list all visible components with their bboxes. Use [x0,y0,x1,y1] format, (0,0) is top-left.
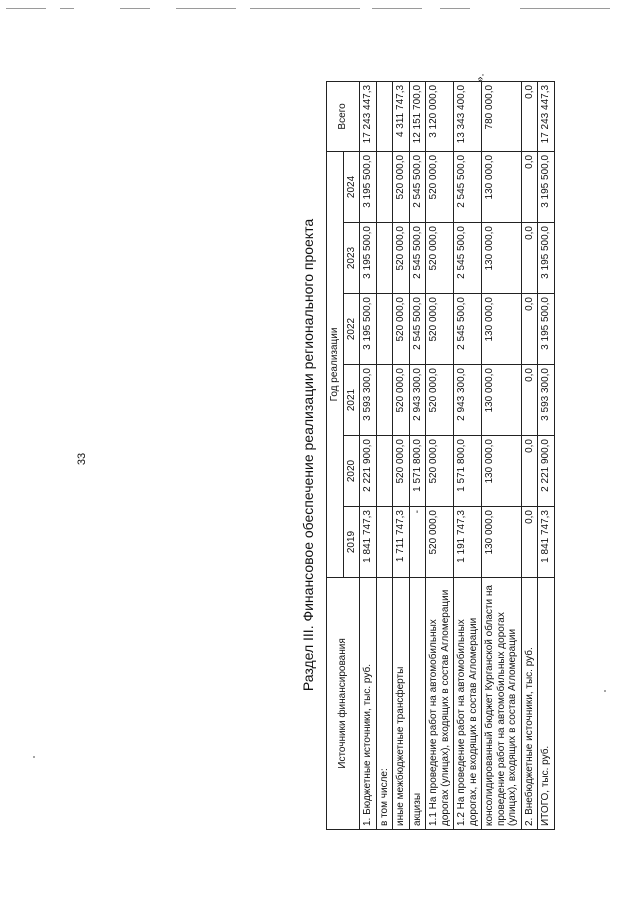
cell-total [376,81,393,151]
row-label: 2. Внебюджетные источники, тыс. руб. [521,578,538,830]
cell-value: 2 545 500,0 [409,151,426,222]
page-number: 33 [76,452,88,466]
financing-table [326,81,555,830]
cell-value: 2 545 500,0 [409,294,426,365]
cell-value [376,507,393,578]
header-year: 2020 [343,436,360,507]
cell-value: 3 195 500,0 [360,223,377,294]
cell-value: 130 000,0 [482,507,522,578]
rotated-content [300,80,630,830]
cell-value: 520 000,0 [393,294,410,365]
cell-value [376,151,393,222]
header-row [327,81,344,829]
cell-value: 3 195 500,0 [360,151,377,222]
cell-value: 130 000,0 [482,436,522,507]
table-row [376,81,393,829]
cell-value: 3 195 500,0 [538,223,555,294]
cell-value: 0,0 [521,507,538,578]
cell-value: 0,0 [521,294,538,365]
cell-value: 1 191 747,3 [454,507,482,578]
cell-value: 2 545 500,0 [454,294,482,365]
cell-value: 0,0 [521,223,538,294]
cell-value: 130 000,0 [482,294,522,365]
header-year: 2021 [343,365,360,436]
cell-value: 2 545 500,0 [454,223,482,294]
cell-total: 780 000,0 [482,81,522,151]
cell-total: 3 120 000,0 [426,81,454,151]
header-year: 2019 [343,507,360,578]
cell-total: 13 343 400,0 [454,81,482,151]
table-row [521,81,538,829]
scan-edge-artifacts [0,0,640,14]
row-label: 1. Бюджетные источники, тыс. руб. [360,578,377,830]
cell-value: 520 000,0 [426,151,454,222]
cell-value [376,436,393,507]
cell-value: 130 000,0 [482,365,522,436]
cell-value: 2 545 500,0 [454,151,482,222]
cell-value [376,223,393,294]
section-title: Раздел III. Финансовое обеспечение реализации регионального проекта [300,218,316,692]
cell-value: 2 943 300,0 [409,365,426,436]
row-label: 1.2 На проведение работ на автомобильных дорогах, не входящих в состав Агломерации [454,578,482,830]
cell-value: 520 000,0 [426,436,454,507]
cell-value: 520 000,0 [426,223,454,294]
cell-value: 520 000,0 [393,223,410,294]
cell-value: 0,0 [521,365,538,436]
header-period: Год реализации [327,151,344,577]
cell-value: 2 221 900,0 [538,436,555,507]
cell-value: 2 943 300,0 [454,365,482,436]
header-year: 2024 [343,151,360,222]
table-row [482,81,522,829]
cell-value: 3 593 300,0 [360,365,377,436]
cell-value: 520 000,0 [393,436,410,507]
header-source: Источники финансирования [327,578,360,830]
table-row [538,81,555,829]
cell-value: 3 195 500,0 [538,294,555,365]
table-row [393,81,410,829]
row-label: 1.1 На проведение работ на автомобильных дорогах (улицах), входящих в состав Агломерации [426,578,454,830]
cell-value: 3 195 500,0 [538,151,555,222]
header-year: 2022 [343,294,360,365]
cell-value: 3 593 300,0 [538,365,555,436]
cell-value [376,365,393,436]
cell-value: 130 000,0 [482,223,522,294]
row-label: акцизы [409,578,426,830]
cell-value: 130 000,0 [482,151,522,222]
cell-total: 0,0 [521,81,538,151]
cell-value: 2 221 900,0 [360,436,377,507]
cell-value: 520 000,0 [393,151,410,222]
cell-value: 3 195 500,0 [360,294,377,365]
cell-value: 1 571 800,0 [454,436,482,507]
cell-total: 17 243 447,3 [538,81,555,151]
cell-value: 1 841 747,3 [538,507,555,578]
cell-value: 0,0 [521,151,538,222]
cell-value: 520 000,0 [426,294,454,365]
row-label: иные межбюджетные трансферты [393,578,410,830]
cell-value: 2 545 500,0 [409,223,426,294]
cell-value: 1 841 747,3 [360,507,377,578]
table-row [426,81,454,829]
row-label: в том числе: [376,578,393,830]
row-label: консолидированный бюджет Курганской области на проведение работ на автомобильных дорогах (улицах), входящих в состав Агломерации [482,578,522,830]
cell-value [376,294,393,365]
cell-value: 520 000,0 [426,365,454,436]
scan-speck [33,756,35,758]
cell-total: 4 311 747,3 [393,81,410,151]
cell-total: 17 243 447,3 [360,81,377,151]
cell-value: - [409,507,426,578]
cell-value: 1 571 800,0 [409,436,426,507]
header-total: Всего [327,81,360,151]
cell-value: 1 711 747,3 [393,507,410,578]
header-year: 2023 [343,223,360,294]
cell-total: 12 151 700,0 [409,81,426,151]
table-row [360,81,377,829]
table-row [454,81,482,829]
cell-value: 520 000,0 [393,365,410,436]
row-label: ИТОГО, тыс. руб. [538,578,555,830]
cell-value: 520 000,0 [426,507,454,578]
cell-value: 0,0 [521,436,538,507]
table-row [409,81,426,829]
closing-quote-mark: ». [474,73,487,83]
